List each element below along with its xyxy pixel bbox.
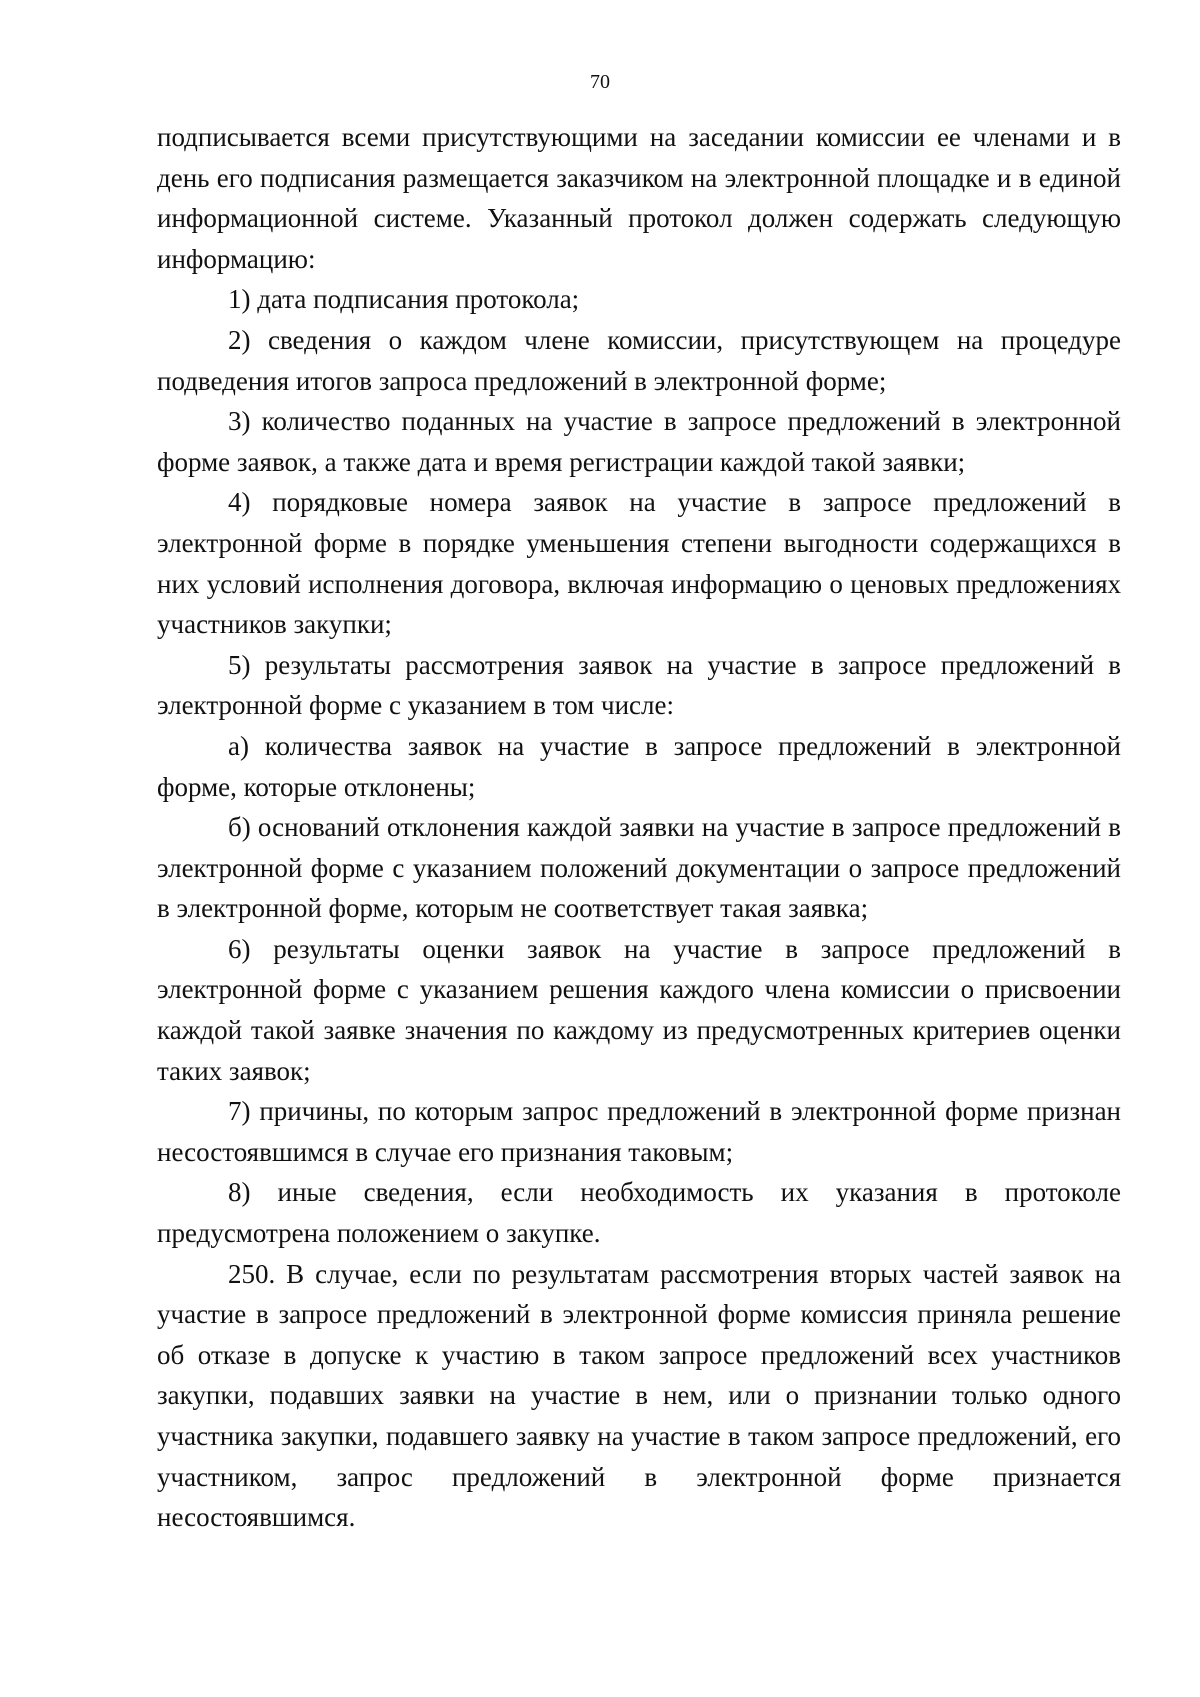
list-item: 5) результаты рассмотрения заявок на участие в запросе предложений в электронной форме с указанием в том числе: — [157, 649, 1121, 721]
list-item: 7) причины, по которым запрос предложений в электронной форме признан несостоявшимся в случае его признания таковым; — [157, 1096, 1121, 1167]
numbered-paragraph: 250. В случае, если по результатам рассмотрения вторых частей заявок на участие в запросе предложений в электронной форме комиссия приняла решение об отказе в допуске к участию в таком запросе предложений всех участников закупки, подавших заявки на участие в нем, или о признании только одного участника закупки, подавшего заявку на участие в таком запросе предложений, его участником, запрос предложений в электронной форме признается несостоявшимся. — [157, 1258, 1121, 1533]
sub-list-item: б) оснований отклонения каждой заявки на участие в запросе предложений в электронной форме с указанием положений документации о запросе предложений в электронной форме, которым не соответствует такая заявка; — [157, 812, 1121, 924]
list-item: 4) порядковые номера заявок на участие в запросе предложений в электронной форме в порядке уменьшения степени выгодности содержащихся в них условий исполнения договора, включая информацию о ценовых предложениях участников закупки; — [157, 487, 1121, 640]
list-item: 2) сведения о каждом члене комиссии, присутствующем на процедуре подведения итогов запроса предложений в электронной форме; — [157, 324, 1121, 396]
list-item: 1) дата подписания протокола; — [228, 284, 580, 315]
list-item: 8) иные сведения, если необходимость их указания в протоколе предусмотрена положением о закупке. — [157, 1177, 1121, 1249]
page-number: 70 — [590, 71, 610, 93]
list-item: 6) результаты оценки заявок на участие в запросе предложений в электронной форме с указанием решения каждого члена комиссии о присвоении каждой такой заявке значения по каждому из предусмотренных критериев оценки таких заявок; — [157, 933, 1121, 1086]
document-body — [157, 117, 1121, 1538]
paragraph-continuation: подписывается всеми присутствующими на заседании комиссии ее членами и в день его подписания размещается заказчиком на электронной площадке и в единой информационной системе. Указанный протокол должен содержать следующую информацию: — [157, 122, 1121, 274]
list-item: 3) количество поданных на участие в запросе предложений в электронной форме заявок, а также дата и время регистрации каждой такой заявки; — [157, 406, 1121, 477]
sub-list-item: а) количества заявок на участие в запросе предложений в электронной форме, которые отклонены; — [157, 730, 1121, 802]
